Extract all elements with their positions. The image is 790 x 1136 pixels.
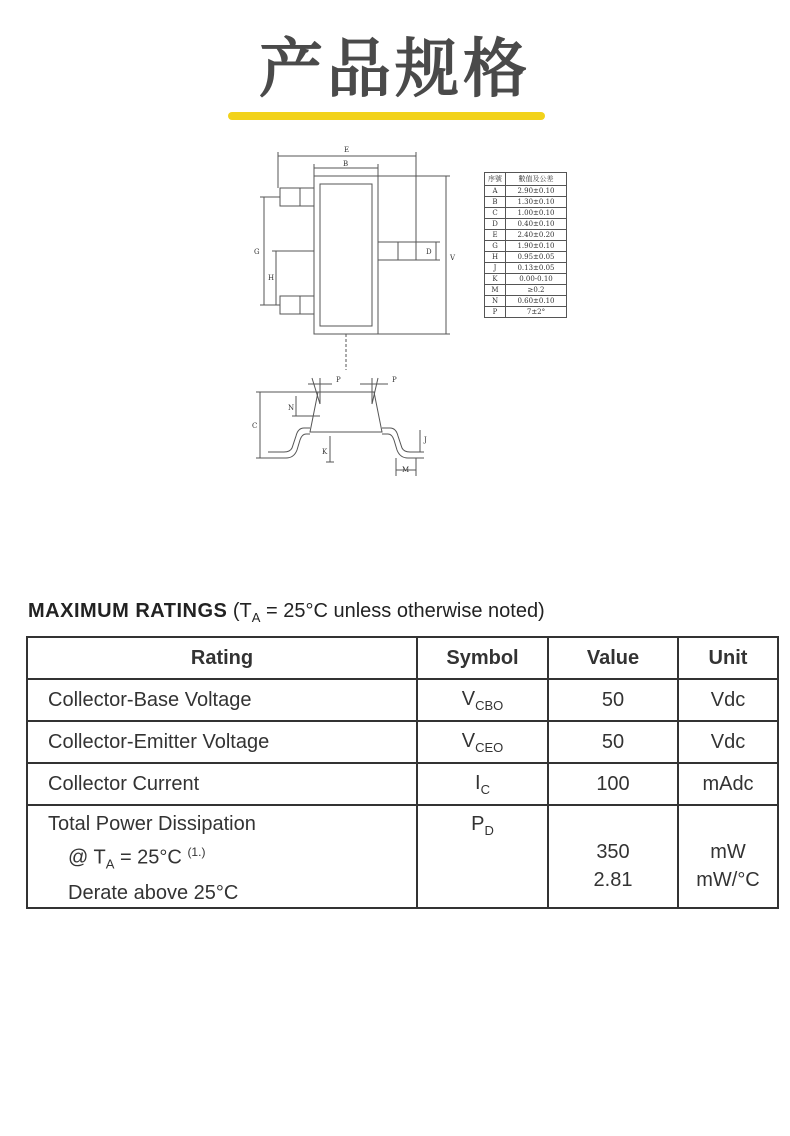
table-row bbox=[485, 252, 567, 263]
table-row bbox=[485, 230, 567, 241]
dim-label-H: H bbox=[268, 274, 275, 282]
table-row bbox=[27, 763, 778, 805]
dim-key: G bbox=[485, 241, 506, 252]
power-line-2 bbox=[48, 838, 416, 879]
symbol-sub: D bbox=[484, 823, 494, 838]
power-value-2: 2.81 bbox=[593, 869, 633, 891]
ratings-heading-pre: (T bbox=[227, 600, 252, 622]
dim-label-G: G bbox=[254, 248, 260, 256]
symbol-sub: CEO bbox=[475, 739, 504, 755]
rating-value: 50 bbox=[548, 679, 678, 721]
page-title: 产品规格 bbox=[259, 33, 531, 107]
dim-label-K: K bbox=[322, 448, 328, 456]
col-header-unit: Unit bbox=[678, 637, 778, 679]
dim-key: H bbox=[485, 252, 506, 263]
rating-symbol bbox=[417, 763, 548, 805]
dim-key: E bbox=[485, 230, 506, 241]
col-header-rating: Rating bbox=[27, 637, 417, 679]
dim-value: 0.60±0.10 bbox=[506, 296, 567, 307]
dim-label-D: D bbox=[426, 248, 432, 256]
lead-left-top bbox=[280, 188, 314, 206]
title-underline bbox=[228, 112, 545, 120]
symbol-main: P bbox=[471, 813, 485, 835]
power-line-2-post: = 25°C bbox=[114, 846, 182, 869]
dimension-table bbox=[484, 172, 567, 318]
rating-symbol-power bbox=[417, 805, 548, 908]
package-body-outline bbox=[314, 176, 378, 334]
dim-key: J bbox=[485, 263, 506, 274]
dim-header-value: 數值及公差 bbox=[506, 173, 567, 186]
dim-label-N: N bbox=[288, 404, 295, 412]
table-row bbox=[485, 241, 567, 252]
side-view-lead-left bbox=[268, 428, 310, 452]
dim-label-B: B bbox=[343, 160, 349, 168]
side-view-body bbox=[310, 392, 382, 432]
table-row bbox=[485, 296, 567, 307]
dim-key: P bbox=[485, 307, 506, 318]
symbol-main: I bbox=[475, 771, 481, 794]
table-row bbox=[485, 197, 567, 208]
side-view-lead-right bbox=[382, 428, 424, 452]
dim-value: 0.00-0.10 bbox=[506, 274, 567, 285]
rating-unit-power bbox=[678, 805, 778, 908]
dim-label-P-right: P bbox=[392, 376, 397, 384]
ratings-heading bbox=[28, 600, 545, 625]
dim-key: M bbox=[485, 285, 506, 296]
dim-header-index: 序號 bbox=[485, 173, 506, 186]
rating-value-power bbox=[548, 805, 678, 908]
table-row-power bbox=[27, 805, 778, 908]
ratings-heading-post: = 25°C unless otherwise noted) bbox=[260, 600, 545, 622]
table-row bbox=[485, 307, 567, 318]
col-header-symbol: Symbol bbox=[417, 637, 548, 679]
dim-key: D bbox=[485, 219, 506, 230]
power-line-2-sub: A bbox=[105, 856, 115, 872]
dim-value: 0.13±0.05 bbox=[506, 263, 567, 274]
maximum-ratings-table bbox=[26, 636, 779, 909]
table-row bbox=[485, 208, 567, 219]
symbol-main: V bbox=[461, 729, 476, 752]
power-line-2-pre: @ T bbox=[68, 846, 106, 869]
lead-left-bottom bbox=[280, 296, 314, 314]
dim-value: 1.00±0.10 bbox=[506, 208, 567, 219]
rating-value: 100 bbox=[548, 763, 678, 805]
table-row bbox=[485, 274, 567, 285]
ratings-header-row bbox=[27, 637, 778, 679]
rating-value: 50 bbox=[548, 721, 678, 763]
dim-label-C: C bbox=[252, 422, 258, 430]
dim-key: C bbox=[485, 208, 506, 219]
dim-key: B bbox=[485, 197, 506, 208]
symbol-main: V bbox=[461, 687, 476, 710]
package-body-inner bbox=[320, 184, 372, 326]
power-unit-2: mW/°C bbox=[696, 869, 760, 891]
rating-name: Collector-Base Voltage bbox=[27, 679, 417, 721]
table-row bbox=[485, 219, 567, 230]
symbol-sub: CBO bbox=[475, 697, 504, 713]
ratings-heading-sub: A bbox=[251, 610, 261, 625]
dim-value: 7±2° bbox=[506, 307, 567, 318]
table-row bbox=[485, 285, 567, 296]
table-row bbox=[485, 263, 567, 274]
dim-value: ≥0.2 bbox=[506, 285, 567, 296]
dim-key: K bbox=[485, 274, 506, 285]
rating-symbol bbox=[417, 721, 548, 763]
rating-name: Collector-Emitter Voltage bbox=[27, 721, 417, 763]
dim-label-V: V bbox=[450, 254, 456, 262]
dim-label-M: M bbox=[402, 466, 410, 474]
dim-value: 1.90±0.10 bbox=[506, 241, 567, 252]
lead-right bbox=[378, 242, 416, 260]
ratings-heading-bold: MAXIMUM RATINGS bbox=[28, 600, 228, 622]
package-outline-drawing bbox=[240, 140, 480, 485]
dim-value: 0.40±0.10 bbox=[506, 219, 567, 230]
rating-unit: mAdc bbox=[678, 763, 778, 805]
power-value-1: 350 bbox=[596, 841, 630, 863]
rating-symbol bbox=[417, 679, 548, 721]
dim-label-P-left: P bbox=[336, 376, 341, 384]
dim-value: 0.95±0.05 bbox=[506, 252, 567, 263]
col-header-value: Value bbox=[548, 637, 678, 679]
dim-key: N bbox=[485, 296, 506, 307]
dim-label-E: E bbox=[344, 146, 350, 154]
dim-value: 2.40±0.20 bbox=[506, 230, 567, 241]
table-row bbox=[485, 186, 567, 197]
table-row bbox=[27, 721, 778, 763]
dim-label-J: J bbox=[424, 436, 427, 444]
rating-name: Collector Current bbox=[27, 763, 417, 805]
table-row bbox=[27, 679, 778, 721]
dim-value: 1.30±0.10 bbox=[506, 197, 567, 208]
dimension-table-header bbox=[485, 173, 567, 186]
symbol-sub: C bbox=[480, 781, 490, 797]
rating-unit: Vdc bbox=[678, 679, 778, 721]
power-line-1: Total Power Dissipation bbox=[48, 813, 256, 835]
power-footnote: (1.) bbox=[187, 845, 206, 859]
rating-unit: Vdc bbox=[678, 721, 778, 763]
power-unit-1: mW bbox=[710, 841, 746, 863]
dim-key: A bbox=[485, 186, 506, 197]
power-line-3: Derate above 25°C bbox=[68, 881, 239, 904]
rating-name-power bbox=[27, 805, 417, 908]
dim-value: 2.90±0.10 bbox=[506, 186, 567, 197]
